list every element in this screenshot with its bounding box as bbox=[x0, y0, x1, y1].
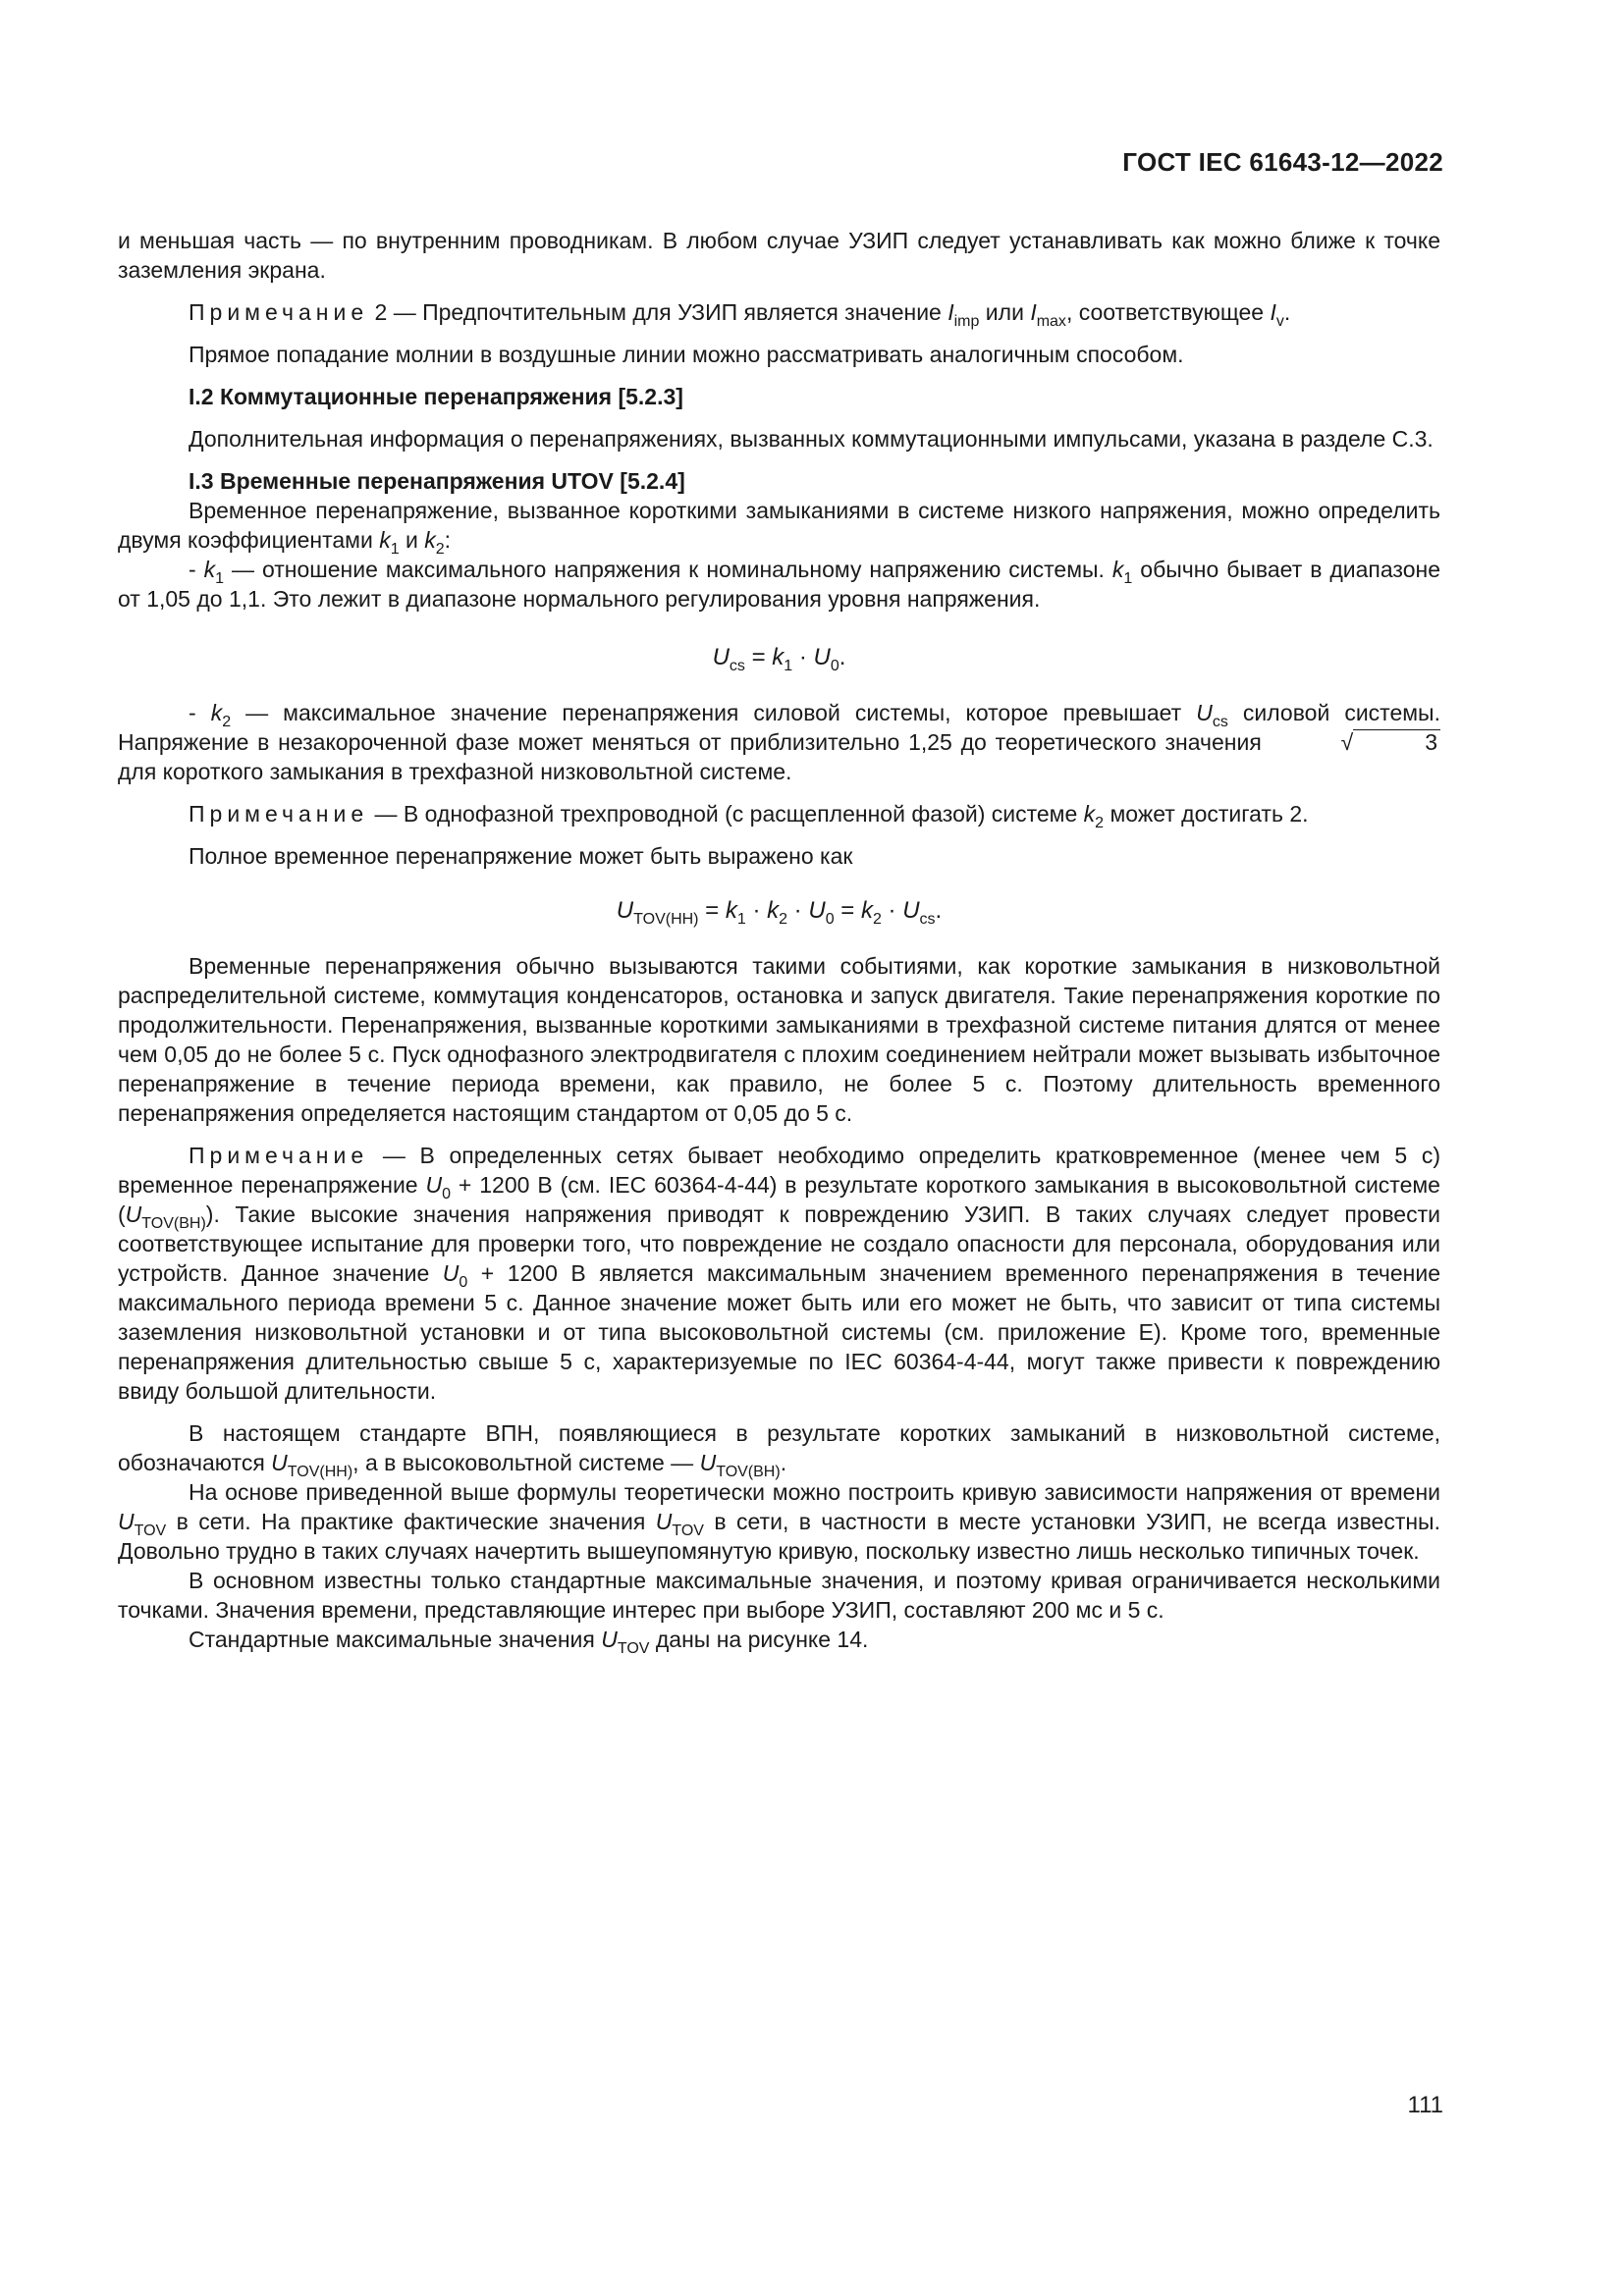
page-number: 111 bbox=[1407, 2092, 1443, 2118]
paragraph-full-overvoltage: Полное временное перенапряжение может быть выражено как bbox=[189, 843, 853, 869]
paragraph-coefficients: Временное перенапряжение, вызванное короткими замыканиями в системе низкого напряжения, можно определить двумя коэффициентами $k_1$ и $k_2$: bbox=[118, 498, 1440, 558]
paragraph-k2: - $k_2$ — максимальное значение перенапряжения силовой системы, которое превышает $U_{cs}$ силовой системы. Напряжение в незакороченной фазе может меняться от приблизительно 1,25 до теоретического значения √ 3 для короткого замыкания в трехфазной низковольтной системе. bbox=[118, 700, 1440, 784]
formula-ucs: $U_{cs} = k_1 \cdot U_0$. bbox=[712, 644, 846, 674]
section-heading-i2: I.2 Коммутационные перенапряжения [5.2.3] bbox=[189, 384, 683, 409]
paragraph-k1: - $k_1$ — отношение максимального напряжения к номинальному напряжению системы. $k_1$ обычно бывает в диапазоне от 1,05 до 1,1. Это лежит в диапазоне нормального регулирования уровня напряжения. bbox=[118, 557, 1440, 612]
note-2: Примечание 2 — Предпочтительным для УЗИП является значение $I_{imp}$ или $I_{max}$, соответствующее $I_v$. bbox=[189, 299, 1291, 330]
paragraph-lightning: Прямое попадание молнии в воздушные линии можно рассматривать аналогичным способом. bbox=[189, 342, 1184, 367]
paragraph-switching: Дополнительная информация о перенапряжениях, вызванных коммутационными импульсами, указана в разделе С.3. bbox=[189, 426, 1434, 452]
paragraph-curve: На основе приведенной выше формулы теоретически можно построить кривую зависимости напряжения от времени $U_{TOV}$ в сети. На практике фактические значения $U_{TOV}$ в сети, в частности в месте установки УЗИП, не всегда известны. Довольно трудно в таких случаях начертить вышеупомянутую кривую, поскольку известно лишь несколько типичных точек. bbox=[118, 1479, 1440, 1564]
paragraph-continuation: и меньшая часть — по внутренним проводникам. В любом случае УЗИП следует устанавливать как можно ближе к точке заземления экрана. bbox=[118, 228, 1440, 283]
note-hv-systems: Примечание — В определенных сетях бывает необходимо определить кратковременное (менее чем 5 с) временное перенапряжение $U_0 + 1200$ В (см. IEC 60364-4-44) в результате короткого замыкания в высоковольтной системе $(U_{TOV(BH)})$. Такие высокие значения напряжения приводят к повреждению УЗИП. В таких случаях следует провести соответствующее испытание для проверки того, что повреждение не создало опасности для персонала, оборудования или устройств. Данное значение $U_0 + 1200$ В является максимальным значением временного перенапряжения в течение максимального периода времени 5 с. Данное значение может быть или его может не быть, что зависит от типа системы заземления низковольтной установки и от типа высоковольтной системы (см. приложение Е). Кроме того, временные перенапряжения длительностью свыше 5 с, характеризуемые по IEC 60364-4-44, могут также привести к повреждению ввиду большой длительности. bbox=[118, 1143, 1440, 1404]
formula-utov: $U_{TOV(HH)} = k_1 \cdot k_2 \cdot U_0 = k_2 \cdot U_{cs}$. bbox=[616, 897, 943, 928]
note-split-phase: Примечание — В однофазной трехпроводной (с расщепленной фазой) системе $k_2$ может достигать 2. bbox=[189, 801, 1309, 831]
paragraph-standard-values: В основном известны только стандартные максимальные значения, и поэтому кривая ограничивается несколькими точками. Значения времени, представляющие интерес при выборе УЗИП, составляют 200 мс и 5 с. bbox=[118, 1568, 1440, 1623]
note-label: Примечание bbox=[189, 801, 369, 827]
note-label: Примечание bbox=[189, 299, 369, 325]
document-header: ГОСТ IEC 61643-12—2022 bbox=[1122, 147, 1443, 177]
sqrt-three: √ 3 bbox=[1271, 727, 1440, 757]
note-label: Примечание bbox=[189, 1143, 369, 1168]
paragraph-causes: Временные перенапряжения обычно вызываются такими событиями, как короткие замыкания в низковольтной распределительной системе, коммутация конденсаторов, остановка и запуск двигателя. Такие перенапряжения короткие по продолжительности. Перенапряжения, вызванные короткими замыканиями в трехфазной системе питания длятся от менее чем 0,05 до не более 5 с. Пуск однофазного электродвигателя с плохим соединением нейтрали может вызывать избыточное перенапряжение в течение периода времени, как правило, не более 5 с. Поэтому длительность временного перенапряжения определяется настоящим стандартом от 0,05 до 5 с. bbox=[118, 953, 1440, 1126]
page-body bbox=[118, 226, 1440, 1657]
paragraph-designations: В настоящем стандарте ВПН, появляющиеся в результате коротких замыканий в низковольтной системе, обозначаются $U_{TOV(HH)}$, а в высоковольтной системе — $U_{TOV(BH)}$. bbox=[118, 1420, 1440, 1480]
section-heading-i3: I.3 Временные перенапряжения UTOV [5.2.4] bbox=[189, 468, 685, 494]
paragraph-figure-ref: Стандартные максимальные значения $U_{TOV}$ даны на рисунке 14. bbox=[189, 1627, 869, 1657]
